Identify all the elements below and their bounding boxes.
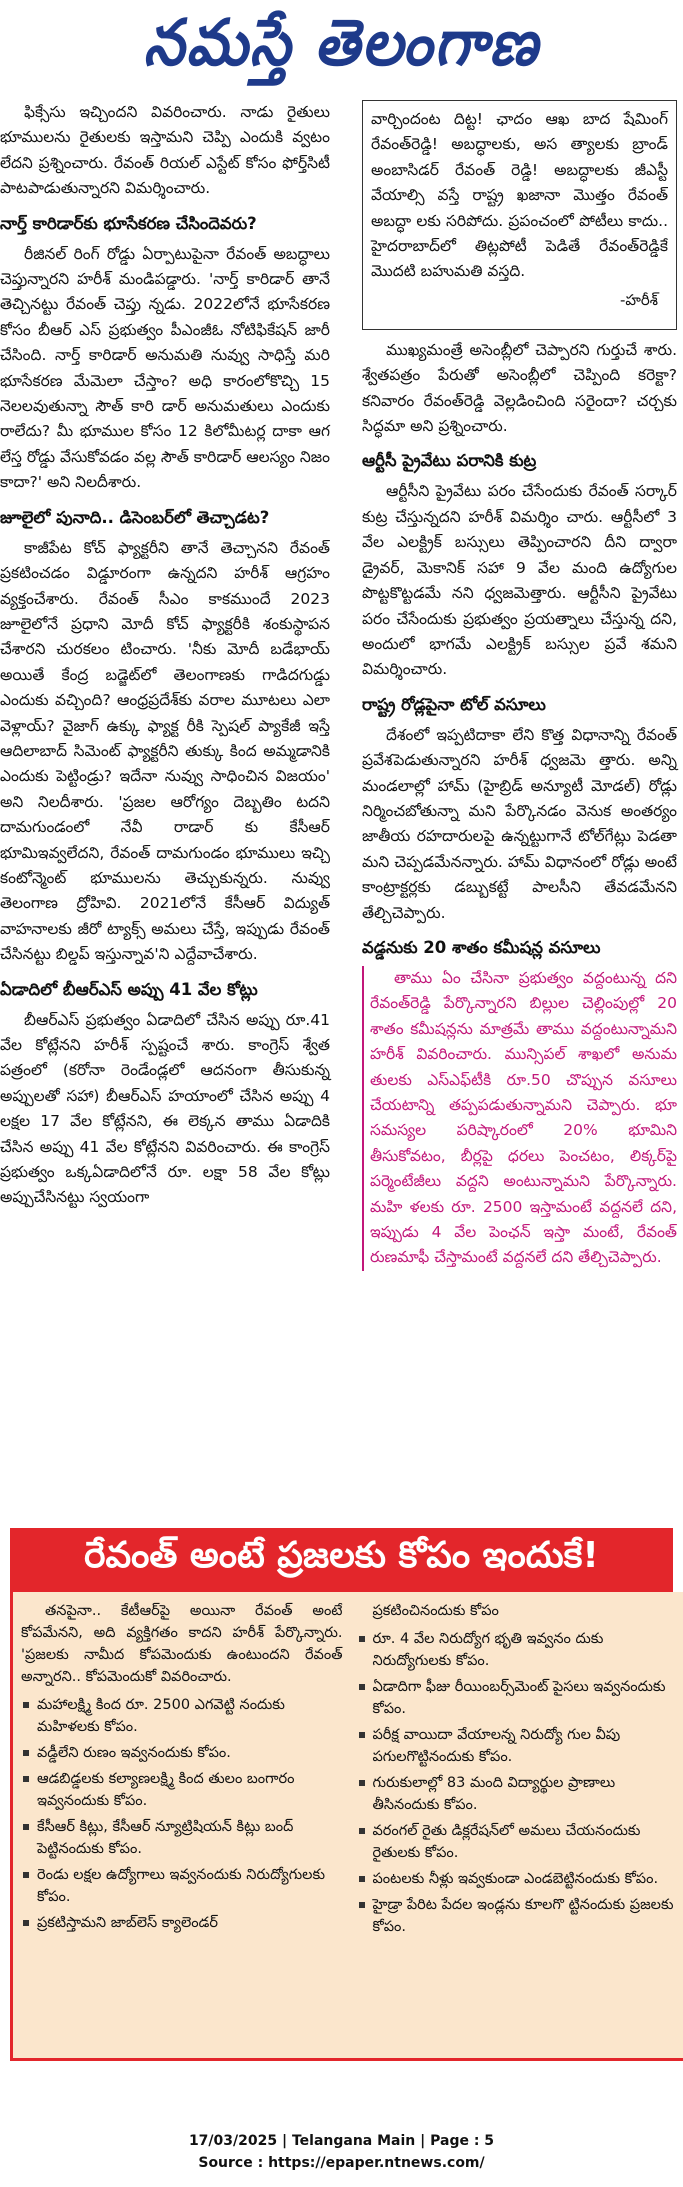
article-paragraph: రీజినల్ రింగ్ రోడ్డు ఏర్పాటుపైనా రేవంత్ అబద్ధాలు చెప్తున్నారని హరీశ్ మండిపడ్డారు. 'నార్త్ కారిడార్ తానే తెచ్చినట్టు రేవంత్ చెప్తు న్నడు. 2022లోనే భూసేకరణ కోసం బీఆర్ ఎస్ ప్రభుత్వం పీఎంజీఓ నోటిఫికేషన్ జారీ చేసింది. నార్త్ కారిడార్ అనుమతి నువ్వు సాధిస్తే మరి భూసేకరణ మేమెలా చేస్తాం? అధి కారంలోకొచ్చి 15 నెలలవుతున్నా సౌత్ కారి డార్ అనుమతులు ఎందుకు రాలేదు? మీ భూముల కోసం 12 కిలోమీటర్ల దాకా ఆగ లేస్త రోడ్డు వేసుకోవడం వల్ల సౌత్ కారిడార్ ఆలస్యం నిజం కాదా?' అని నిలదీశారు.	[0, 244, 330, 492]
article-paragraph: దేశంలో ఇప్పటిదాకా లేని కొత్త విధానాన్ని రేవంత్ ప్రవేశపెడుతున్నారని హరీశ్ ధ్వజమె త్తారు. అన్ని మండలాల్లో హామ్ (హైబ్రిడ్ అన్యూటీ మోడల్) రోడ్లు నిర్మించబోతున్నా మని పేర్కొనడం వెనుక అంతర్యం జాతీయ రహదారులపై ఉన్నట్టుగానే టోల్‌గేట్లు పెడతా మని చెప్పడమేనన్నారు. హామ్ విధానంలో రోడ్లు అంటే కాంట్రాక్టర్లకు డబ్బుకట్టే పాలసీని తేవడమేనని తేల్చిచెప్పారు.	[362, 725, 677, 922]
quote-text: వార్చిందంట దిట్ట! ఛాదం ఆఖ బాద షేమింగ్ రేవంత్‌రెడ్డి! అబద్ధాలకు, అస త్యాలకు బ్రాండ్ అంబాసిడర్ రేవంత్ రెడ్డి! అబద్ధాలకు జీఎస్టీ వేయాల్సి వస్తే రాష్ట్ర ఖజానా మొత్తం రేవంత్ అబద్ధా లకు సరిపోదు. ప్రపంచంలో పోటీలు కాదు.. హైదరాబాద్‌లో తిట్లపోటీ పెడితే రేవంత్‌రెడ్డికే మొదటి బహుమతి వస్తది.	[371, 110, 668, 281]
list-item: వడ్డీలేని రుణం ఇవ్వనందుకు కోపం.	[21, 1742, 343, 1764]
highlight-box	[362, 966, 677, 1271]
source-link[interactable]: Source : https://epaper.ntnews.com/	[198, 2155, 485, 2171]
subheading: జూలైలో పునాది.. డిసెంబర్‌లో తెచ్చాడట?	[0, 507, 270, 527]
list-item: పంటలకు నీళ్లు ఇవ్వకుండా ఎండబెట్టినందుకు కోపం.	[357, 1868, 679, 1890]
section-banner: రేవంత్ అంటే ప్రజలకు కోపం ఇందుకే!	[10, 1528, 673, 1592]
list-item: కేసీఆర్ కిట్లు, కేసీఆర్ న్యూట్రిషియన్ కిట్లు బంద్ పెట్టినందుకు కోపం.	[21, 1816, 343, 1860]
list-item: గురుకులాల్లో 83 మంది విద్యార్థుల ప్రాణాలు తీసినందుకు కోపం.	[357, 1772, 679, 1816]
list-item: ప్రకటిస్తామని జాబ్‌లెస్ క్యాలెండర్	[21, 1912, 343, 1934]
article-paragraph: ముఖ్యమంత్రే అసెంబ్లీలో చెప్పారని గుర్తుచే శారు. శ్వేతపత్రం పేరుతో అసెంబ్లీలో చెప్పింది కరెక్టా? కనివారం రేవంత్‌రెడ్డి వెల్లడించింది సరైందా? చర్చకు సిద్ధమా అని ప్రశ్నించారు.	[362, 340, 677, 436]
edition-info: 17/03/2025 | Telangana Main | Page : 5	[188, 2133, 495, 2149]
list-item: రూ. 4 వేల నిరుద్యోగ భృతి ఇవ్వనం దుకు నిరుద్యోగులకు కోపం.	[357, 1628, 679, 1672]
subheading: నార్త్ కారిడార్‌కు భూసేకరణ చేసిందెవరు?	[0, 213, 257, 233]
reasons-right	[357, 1600, 679, 2050]
subheading: వడ్డనుకు 20 శాతం కమీషన్ల వసూలు	[362, 937, 601, 957]
list-item: వరంగల్ రైతు డిక్లరేషన్‌లో అమలు చేయనందుకు రైతులకు కోపం.	[357, 1820, 679, 1864]
page-footer	[0, 2130, 683, 2174]
list-item: హైడ్రా పేరిట పేదల ఇండ్లను కూలగొ ట్టినందుకు ప్రజలకు కోపం.	[357, 1894, 679, 1938]
article-paragraph: కాజీపేట కోచ్ ఫ్యాక్టరీని తానే తెచ్చానని రేవంత్ ప్రకటించడం విడ్డూరంగా ఉన్నదని హరీశ్ ఆగ్రహం వ్యక్తంచేశారు. రేవంత్ సీఎం కాకముందే 2023 జూలైలోనే ప్రధాని మోదీ కోచ్ ఫ్యాక్టరీకి శంకుస్థాపన చేశారని చురకలం టించారు. 'నీకు మోదీ బడేభాయ్ అయితే కేంద్ర బడ్జెట్‌లో తెలంగాణకు గాడిదగుడ్డు ఎందుకు వచ్చింది? ఆంధ్రప్రదేశ్‌కు వరాల మూటలు ఎలా వెళ్లాయ్? వైజాగ్ ఉక్కు ఫ్యాక్ట రీకి స్పెషల్ ప్యాకేజీ ఇస్తే ఆదిలాబాద్ సిమెంట్ ఫ్యాక్టరీని తుక్కు కింద అమ్మడానికి ఎందుకు పెట్టిండ్రు? ఇదేనా నువ్వు సాధించిన విజయం' అని నిలదీశారు. 'ప్రజల ఆరోగ్యం దెబ్బతిం టదని దామగుండంలో నేవీ రాడార్ కు కేసీఆర్ భూమిఇవ్వలేదని, రేవంత్ దామగుండం భూములు ఇచ్చి కంటోన్మెంట్ భూములను తెచ్చుకున్నరు. నువ్వు తెలంగాణ ద్రోహివి. 2021లోనే కేసీఆర్ విద్యుత్ వాహనాలకు జీరో ట్యాక్స్ అమలు చేస్తే, ఇప్పుడు రేవంత్ చేసినట్టు బిల్డప్ ఇస్తున్నావ'ని ఎద్దేవాచేశారు.	[0, 538, 330, 964]
article-paragraph: ఆర్టీసీని ప్రైవేటు పరం చేసేందుకు రేవంత్ సర్కార్ కుట్ర చేస్తున్నదని హరీశ్ విమర్శిం చారు. ఆర్టీసీలో 3 వేల ఎలక్ట్రిక్ బస్సులు తెప్పించారని దీని ద్వారా డ్రైవర్, మెకానిక్ సహా 9 వేల మంది ఉద్యోగుల పొట్టకొట్టడమే నని ధ్వజమెత్తారు. ఆర్టీసీని ప్రైవేటు పరం చేసేందుకు ప్రభుత్వం ప్రయత్నాలు చేస్తున్న దని, అందులో భాగమే ఎలక్ట్రిక్ బస్సుల ప్రవే శమని విమర్శించారు.	[362, 482, 677, 679]
list-item: ఏడాదిగా ఫీజు రీయింబర్స్‌మెంట్ పైసలు ఇవ్వనందుకు కోపం.	[357, 1676, 679, 1720]
quote-box	[362, 100, 677, 330]
left-column	[0, 100, 330, 1217]
reasons-intro: తనపైనా.. కేటీఆర్‌పై అయినా రేవంత్ అంటే కోపమేనని, అది వ్యక్తిగతం కాదని హరీశ్ పేర్కొన్నారు. 'ప్రజలకు నామీద కోపమెందుకు ఉంటుందని రేవంత్ అన్నారని.. కోపమెందుకో వివరించారు.	[21, 1603, 343, 1685]
subheading: ఏడాదిలో బీఆర్‌ఎస్ అప్పు 41 వేల కోట్లు	[0, 979, 258, 999]
newspaper-title: నమస్తే తెలంగాణ	[143, 4, 540, 80]
list-item: పరీక్ష వాయిదా వేయాలన్న నిరుద్యో గుల వీపు పగులగొట్టినందుకు కోపం.	[357, 1724, 679, 1768]
article-paragraph: ఫిక్సేసు ఇచ్చిందని వివరించారు. నాడు రైతులు భూములను రైతులకు ఇస్తామని చెప్పి ఎందుకి వ్వటం లేదని ప్రశ్నించారు. రేవంత్ రియల్ ఎస్టేట్ కోసం ఫోర్త్‌సిటీ పాటపాడుతున్నారని విమర్శించారు.	[0, 103, 330, 198]
masthead	[0, 0, 683, 100]
article-paragraph: బీఆర్‌ఎస్ ప్రభుత్వం ఏడాదిలో చేసిన అప్పు రూ.41 వేల కోట్లేనని హరీశ్ స్పష్టంచే శారు. కాంగ్రెస్ శ్వేత పత్రంలో (కరోనా రెండేండ్లలో ఆదనంగా తీసుకున్న అప్పులతో సహా) బీఆర్‌ఎస్ హయాంలో చేసిన అప్పు 4 లక్షల 17 వేల కోట్లేనని, ఈ లెక్కన తాము ఏడాదికి చేసిన అప్పు 41 వేల కోట్లేనని వివరించారు. ఈ కాంగ్రెస్ ప్రభుత్వం ఒక్కఏడాదిలోనే రూ. లక్షా 58 వేల కోట్లు అప్పుచేసినట్టు స్వయంగా	[0, 1010, 330, 1207]
subheading: రాష్ట్ర రోడ్లపైనా టోల్ వసూలు	[362, 694, 546, 714]
right-column	[362, 100, 677, 1277]
list-item: మహాలక్ష్మి కింద రూ. 2500 ఎగవెట్టి నందుకు మహిళలకు కోపం.	[21, 1694, 343, 1738]
list-item: రెండు లక్షల ఉద్యోగాలు ఇవ్వనందుకు నిరుద్యోగులకు కోపం.	[21, 1864, 343, 1908]
subheading: ఆర్టీసీ ప్రైవేటు పరానికి కుట్ర	[362, 451, 537, 471]
list-item: ఆడబిడ్డలకు కల్యాణలక్ష్మి కింద తులం బంగారం ఇవ్వనందుకు కోపం.	[21, 1768, 343, 1812]
reasons-left	[21, 1600, 343, 2050]
reasons-lead: ప్రకటించినందుకు కోపం	[372, 1603, 499, 1619]
signature: -హరీశ్	[619, 290, 658, 309]
highlight-paragraph: తాము ఏం చేసినా ప్రభుత్వం వద్దంటున్న దని రేవంత్‌రెడ్డి పేర్కొన్నారని బిల్లుల చెల్లింపుల్లో 20 శాతం కమీషన్లను మాత్రమే తాము వద్దంటున్నామని హరీశ్ వివరించారు. మున్సిపల్ శాఖలో అనుమ తులకు ఎస్‌ఎఫ్‌టీకి రూ.50 చొప్పున వసూలు చేయటాన్ని తప్పపడుతున్నామని చెప్పారు. భూ సమస్యల పరిష్కారంలో 20% భూమిని తీసుకోవటం, బీర్లపై ధరలు పెంచటం, లిక్కర్‌పై పర్మెంటేజీలు వద్దని అంటున్నామని పేర్కొన్నారు. మహి ళలకు రూ. 2500 ఇస్తామంటే వద్దనలే దని, ఇప్పుడు 4 వేల పెంఛన్ ఇస్తా మంటే, రేవంత్ రుణమాఫీ చేస్తామంటే వద్దనలే దని తేల్చిచెప్పారు.	[370, 968, 677, 1267]
reasons-box	[10, 1592, 683, 2061]
